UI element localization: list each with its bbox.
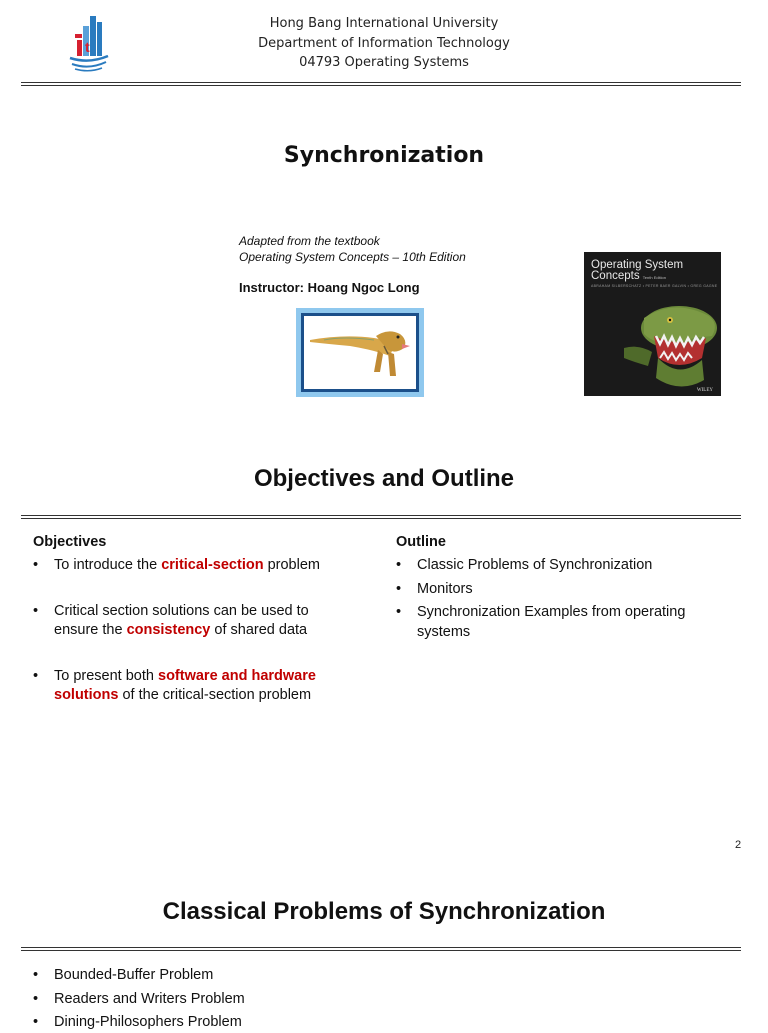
adapted-note (239, 233, 466, 265)
slide3-divider (21, 947, 741, 951)
objective-item: • To present both software and hardware solutions of the critical-section problem (33, 667, 373, 706)
problem-item: • Dining-Philosophers Problem (33, 1013, 433, 1033)
classical-problems-title: Classical Problems of Synchronization (162, 898, 606, 925)
objectives-outline-title: Objectives and Outline (253, 465, 515, 492)
outline-item: • Classic Problems of Synchronization (396, 556, 746, 576)
outline-list (396, 556, 746, 642)
page-number: 2 (735, 839, 742, 851)
adapted-line-1: Adapted from the textbook (239, 234, 380, 248)
slide2-divider (21, 515, 741, 519)
textbook-cover (584, 252, 721, 396)
outline-item: • Synchronization Examples from operating systems (396, 603, 746, 642)
slide-title: Synchronization (283, 143, 485, 168)
book-dinosaur-art (584, 288, 721, 396)
problem-item: • Bounded-Buffer Problem (33, 966, 433, 986)
book-title: Operating System Concepts Tenth Edition (591, 259, 684, 282)
svg-text:t: t (85, 39, 90, 55)
adapted-line-2: Operating System Concepts – 10th Edition (239, 250, 466, 264)
outline-item: • Monitors (396, 580, 746, 600)
classical-problems-list (33, 966, 433, 1033)
outline-heading: Outline (396, 534, 446, 550)
header-university: Hong Bang International University (269, 16, 499, 31)
problem-item: • Readers and Writers Problem (33, 990, 433, 1010)
header-divider (21, 82, 741, 86)
dinosaur-image (296, 308, 424, 397)
header-text (0, 14, 768, 73)
objective-item: • To introduce the critical-section problem (33, 556, 373, 576)
book-authors: ABRAHAM SILBERSCHATZ • PETER BAER GALVIN • GREG GAGNE (591, 284, 718, 288)
instructor-name: Instructor: Hoang Ngoc Long (239, 280, 420, 295)
header-course: 04793 Operating Systems (299, 55, 469, 70)
header-department: Department of Information Technology (258, 35, 510, 51)
publisher-logo: WILEY (696, 388, 713, 393)
objectives-list (33, 556, 373, 706)
objectives-heading: Objectives (33, 534, 107, 550)
objective-item: • Critical section solutions can be used to ensure the consistency of shared data (33, 602, 373, 641)
